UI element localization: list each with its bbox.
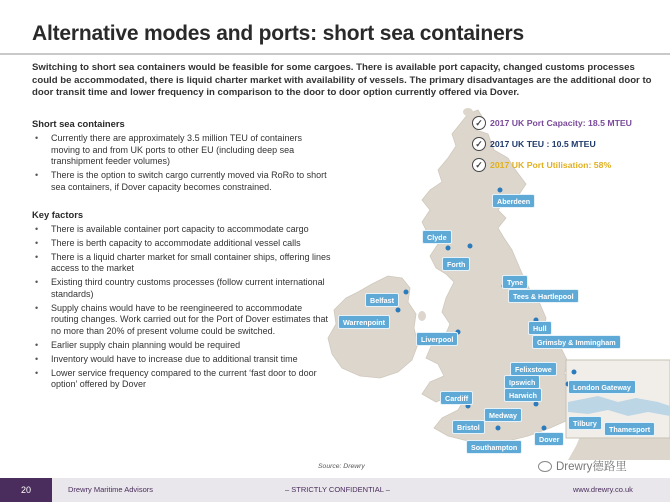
list-item: • Inventory would have to increase due to additional transit time <box>32 354 332 365</box>
key-factors-list <box>32 224 332 390</box>
key-factors-heading: Key factors <box>32 208 84 220</box>
source-note: Source: Drewry <box>318 463 365 470</box>
footer-company: Drewry Maritime Advisors <box>68 485 154 494</box>
port-cardiff: Cardiff <box>440 391 473 405</box>
shetland-islands <box>463 108 473 116</box>
port-aberdeen: Aberdeen <box>492 194 535 208</box>
list-item: • Earlier supply chain planning would be required <box>32 340 332 351</box>
clyde-dot <box>446 246 451 251</box>
list-item: • Existing third country customs processes (follow current international standards) <box>32 277 332 300</box>
list-item: • There is a liquid charter market for small container ships, offering lines access to the market <box>32 252 332 275</box>
medway-dot <box>534 402 539 407</box>
dover-dot <box>542 426 547 431</box>
stat-utilisation-text: 2017 UK Port Utilisation: 58% <box>490 160 612 170</box>
list-item: • There is berth capacity to accommodate additional vessel calls <box>32 238 332 249</box>
wechat-icon <box>538 461 552 472</box>
intro-paragraph: Switching to short sea containers would be feasible for some cargoes. There is available port capacity, changed customs processes could be accommodated, there is liquid charter market with availability of vessels. The primary disadvantages are the additional door to door transit time and lower frequency in comparison to the door to door option currently offered via Dover. <box>32 62 652 99</box>
stat-teu <box>472 137 662 151</box>
port-hull: Hull <box>528 321 552 335</box>
checkmark-icon: ✓ <box>472 137 486 151</box>
page-title: Alternative modes and ports: short sea containers <box>32 22 524 45</box>
short-sea-heading: Short sea containers <box>32 118 125 129</box>
footer-bar <box>0 478 670 502</box>
aberdeen-dot <box>498 188 503 193</box>
southampton-dot <box>496 426 501 431</box>
list-item: • Supply chains would have to be reengineered to accommodate routing changes. Work carried out for the Port of Dover estimates that no more than 20% of present volume could be switched. <box>32 303 332 337</box>
port-felixstowe: Felixstowe <box>510 362 557 376</box>
stat-teu-text: 2017 UK TEU : 10.5 MTEU <box>490 139 596 149</box>
footer-website[interactable]: www.drewry.co.uk <box>573 485 633 494</box>
port-tyne: Tyne <box>502 275 528 289</box>
port-dover: Dover <box>534 432 564 446</box>
list-item: • Currently there are approximately 3.5 million TEU of containers moving to and from UK ports to other EU (including deep sea transhipment feeder volumes) <box>32 133 332 167</box>
stat-capacity <box>472 116 662 130</box>
isle-of-man <box>418 311 426 321</box>
port-stats <box>472 116 662 179</box>
left-column <box>32 118 332 393</box>
port-harwich: Harwich <box>504 388 542 402</box>
port-forth: Forth <box>442 257 470 271</box>
list-item: • Lower service frequency compared to the current ‘fast door to door option’ offered by Dover <box>32 368 332 391</box>
port-tilbury: Tilbury <box>568 416 602 430</box>
warrenpoint-dot <box>396 308 401 313</box>
port-grimsby-immingham: Grimsby & Immingham <box>532 335 621 349</box>
port-thamesport: Thamesport <box>604 422 655 436</box>
watermark <box>538 458 627 474</box>
checkmark-icon: ✓ <box>472 116 486 130</box>
checkmark-icon: ✓ <box>472 158 486 172</box>
port-warrenpoint: Warrenpoint <box>338 315 390 329</box>
stat-capacity-text: 2017 UK Port Capacity: 18.5 MTEU <box>490 118 632 128</box>
port-liverpool: Liverpool <box>416 332 458 346</box>
felixstowe-dot <box>572 370 577 375</box>
list-item: • There is available container port capacity to accommodate cargo <box>32 224 332 235</box>
port-clyde: Clyde <box>422 230 452 244</box>
stat-utilisation <box>472 158 662 172</box>
port-london-gateway: London Gateway <box>568 380 636 394</box>
page-number: 20 <box>0 478 52 502</box>
port-tees-hartlepool: Tees & Hartlepool <box>508 289 579 303</box>
belfast-dot <box>404 290 409 295</box>
port-southampton: Southampton <box>466 440 522 454</box>
title-divider <box>0 53 670 55</box>
port-ipswich: Ipswich <box>504 375 540 389</box>
forth-dot <box>468 244 473 249</box>
list-item: • There is the option to switch cargo currently moved via RoRo to short sea containers, if Dover capacity becomes constrained. <box>32 170 332 193</box>
footer-confidential: – STRICTLY CONFIDENTIAL – <box>285 485 390 494</box>
port-belfast: Belfast <box>365 293 399 307</box>
port-medway: Medway <box>484 408 522 422</box>
short-sea-list <box>32 133 332 193</box>
watermark-text: Drewry德路里 <box>556 461 627 473</box>
port-bristol: Bristol <box>452 420 485 434</box>
